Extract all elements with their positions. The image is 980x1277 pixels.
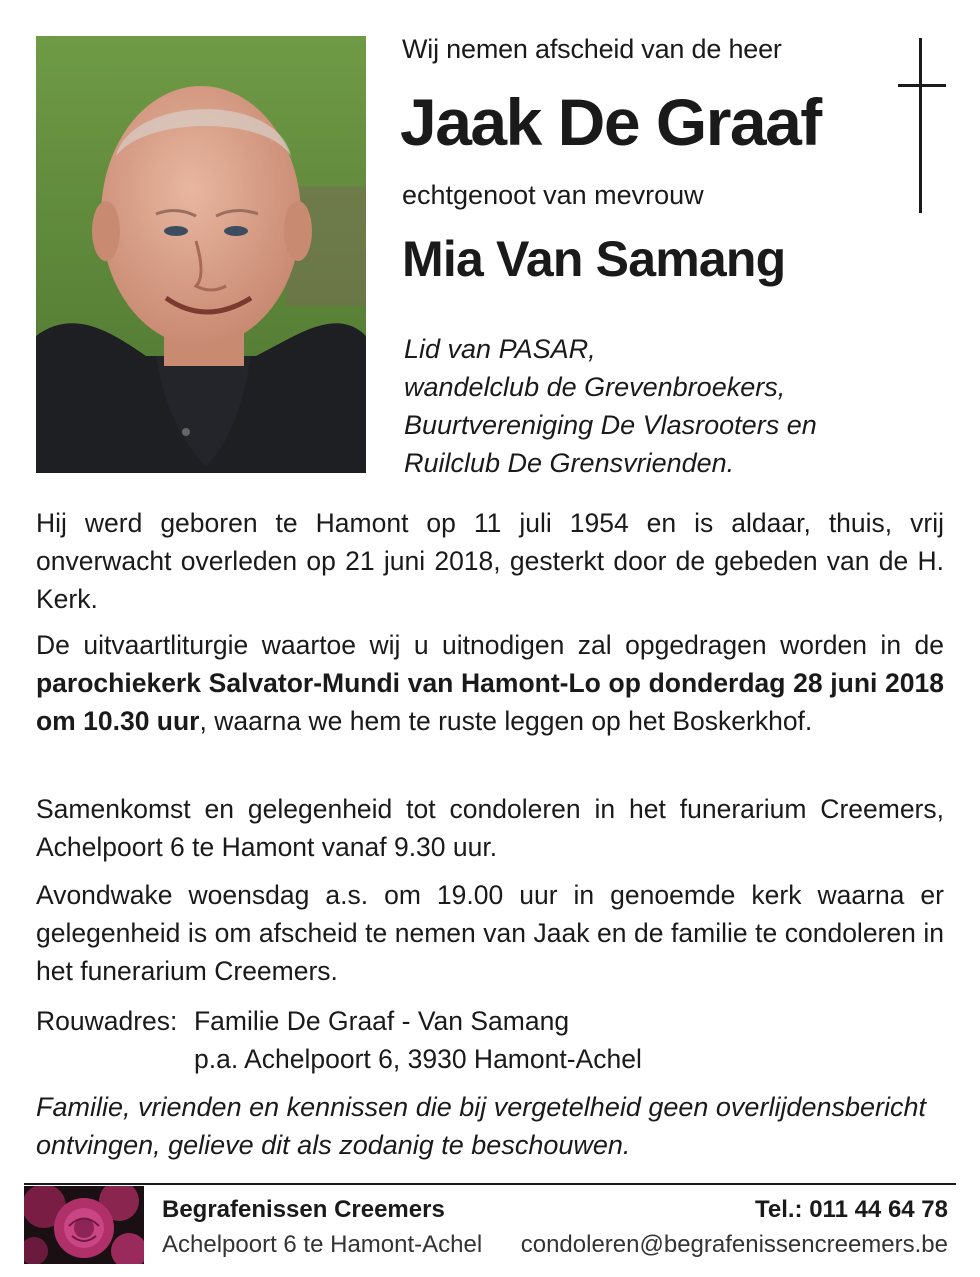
portrait-photo (36, 36, 366, 473)
footer-divider (24, 1183, 956, 1185)
intro-text: Wij nemen afscheid van de heer (402, 34, 782, 64)
membership-line: wandelclub de Grevenbroekers, (404, 372, 786, 402)
cross-icon (898, 38, 946, 213)
spouse-name: Mia Van Samang (402, 231, 786, 287)
memberships-list (404, 330, 817, 482)
closing-note (36, 1088, 926, 1164)
funeral-home-address: Achelpoort 6 te Hamont-Achel (162, 1231, 483, 1258)
funeral-home-phone: Tel.: 011 44 64 78 (754, 1196, 948, 1223)
membership-line: Ruilclub De Grensvrienden. (404, 448, 735, 478)
deceased-name: Jaak De Graaf (400, 85, 821, 159)
rose-image (24, 1186, 144, 1264)
closing-line: Familie, vrienden en kennissen die bij vergetelheid geen overlijdensbericht (36, 1092, 927, 1122)
funeral-location-time: parochiekerk Salvator-Mundi van Hamont-Lo op donderdag 28 juni 2018 om 10.30 uur (36, 668, 944, 736)
funeral-text-end: , waarna we hem te ruste leggen op het Boskerkhof. (199, 706, 813, 736)
birth-death-paragraph: Hij werd geboren te Hamont op 11 juli 1954 en is aldaar, thuis, vrij onverwacht overleden op 21 juni 2018, gesterkt door de gebeden van de H. Kerk. (36, 508, 944, 614)
condolence-paragraph: Samenkomst en gelegenheid tot condoleren in het funerarium Creemers, Achelpoort 6 te Hamont vanaf 9.30 uur. (36, 794, 944, 862)
wake-paragraph: Avondwake woensdag a.s. om 19.00 uur in genoemde kerk waarna er gelegenheid is om afscheid te nemen van Jaak en de familie te condoleren in het funerarium Creemers. (36, 880, 944, 986)
funeral-home-email[interactable]: condoleren@begrafenissencreemers.be (520, 1231, 948, 1258)
membership-line: Lid van PASAR, (404, 334, 596, 364)
funeral-text-start: De uitvaartliturgie waartoe wij u uitnodigen zal opgedragen worden in de (36, 630, 944, 660)
spouse-intro-text: echtgenoot van mevrouw (402, 180, 704, 210)
address-label: Rouwadres: (36, 1006, 178, 1036)
address-line-2: p.a. Achelpoort 6, 3930 Hamont-Achel (194, 1044, 642, 1074)
membership-line: Buurtvereniging De Vlasrooters en (404, 410, 817, 440)
funeral-home-name: Begrafenissen Creemers (162, 1196, 445, 1223)
funeral-paragraph (36, 626, 944, 740)
closing-line: ontvingen, gelieve dit als zodanig te beschouwen. (36, 1130, 631, 1160)
address-line-1: Familie De Graaf - Van Samang (194, 1006, 570, 1036)
